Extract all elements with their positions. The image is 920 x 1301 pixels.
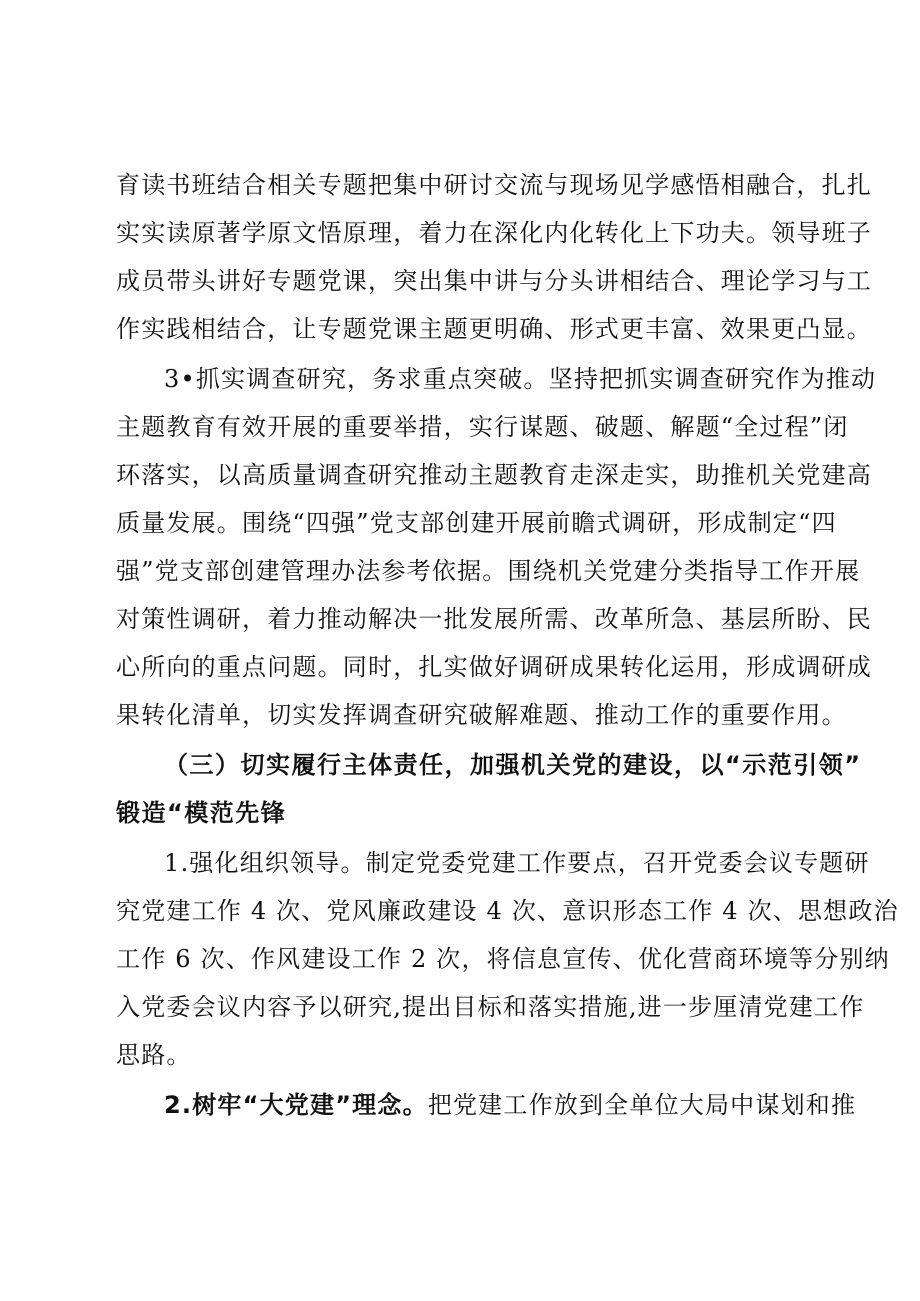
paragraph-2-line-4: 质量发展。围绕“四强”党支部创建开展前瞻式调研，形成制定“四 [116, 509, 837, 537]
paragraph-1-line-2: 实实读原著学原文悟原理，着力在深化内化转化上下功夫。领导班子 [116, 219, 872, 247]
section-heading-3-line-2: 锻造“模范先锋 [116, 799, 287, 827]
paragraph-3-line-1: 1.强化组织领导。制定党委党建工作要点，召开党委会议专题研 [164, 849, 870, 877]
paragraph-2-lead: 3•抓实调查研究，务求重点突破。 [164, 365, 549, 393]
section-heading-3-line-1: （三）切实履行主体责任，加强机关党的建设，以“示范引领” [164, 751, 862, 779]
paragraph-2-line-8: 果转化清单，切实发挥调查研究破解难题、推动工作的重要作用。 [116, 701, 847, 729]
paragraph-4-line-1 [164, 1090, 857, 1120]
paragraph-2-line-5: 强”党支部创建管理办法参考依据。围绕机关党建分类指导工作开展 [116, 557, 861, 585]
paragraph-1-line-4: 作实践相结合，让专题党课主题更明确、形式更丰富、效果更凸显。 [116, 315, 872, 343]
paragraph-2-line-3: 环落实，以高质量调查研究推动主题教育走深走实，助推机关党建高 [116, 461, 872, 489]
paragraph-1-line-3: 成员带头讲好专题党课，突出集中讲与分头讲相结合、理论学习与工 [116, 267, 872, 295]
paragraph-4-first-rest: 把党建工作放到全单位大局中谋划和推 [427, 1091, 857, 1119]
paragraph-4-lead: 2.树牢“大党建”理念。 [164, 1091, 428, 1119]
paragraph-1-line-1: 育读书班结合相关专题把集中研讨交流与现场见学感悟相融合，扎扎 [116, 171, 872, 199]
paragraph-2-first-rest: 坚持把抓实调查研究作为推动 [548, 365, 877, 393]
paragraph-3-line-3: 工作 6 次、作风建设工作 2 次，将信息宣传、优化营商环境等分别纳 [116, 945, 890, 973]
paragraph-2-line-1 [164, 364, 877, 394]
paragraph-2-line-7: 心所向的重点问题。同时，扎实做好调研成果转化运用，形成调研成 [116, 653, 872, 681]
paragraph-2-line-6: 对策性调研，着力推动解决一批发展所需、改革所急、基层所盼、民 [116, 605, 872, 633]
paragraph-3-line-2: 究党建工作 4 次、党风廉政建设 4 次、意识形态工作 4 次、思想政治 [116, 897, 899, 925]
paragraph-2-line-2: 主题教育有效开展的重要举措，实行谋题、破题、解题“全过程”闭 [116, 413, 849, 441]
paragraph-3-line-5: 思路。 [116, 1041, 192, 1069]
paragraph-3-line-4: 入党委会议内容予以研究,提出目标和落实措施,进一步厘清党建工作 [116, 993, 865, 1021]
